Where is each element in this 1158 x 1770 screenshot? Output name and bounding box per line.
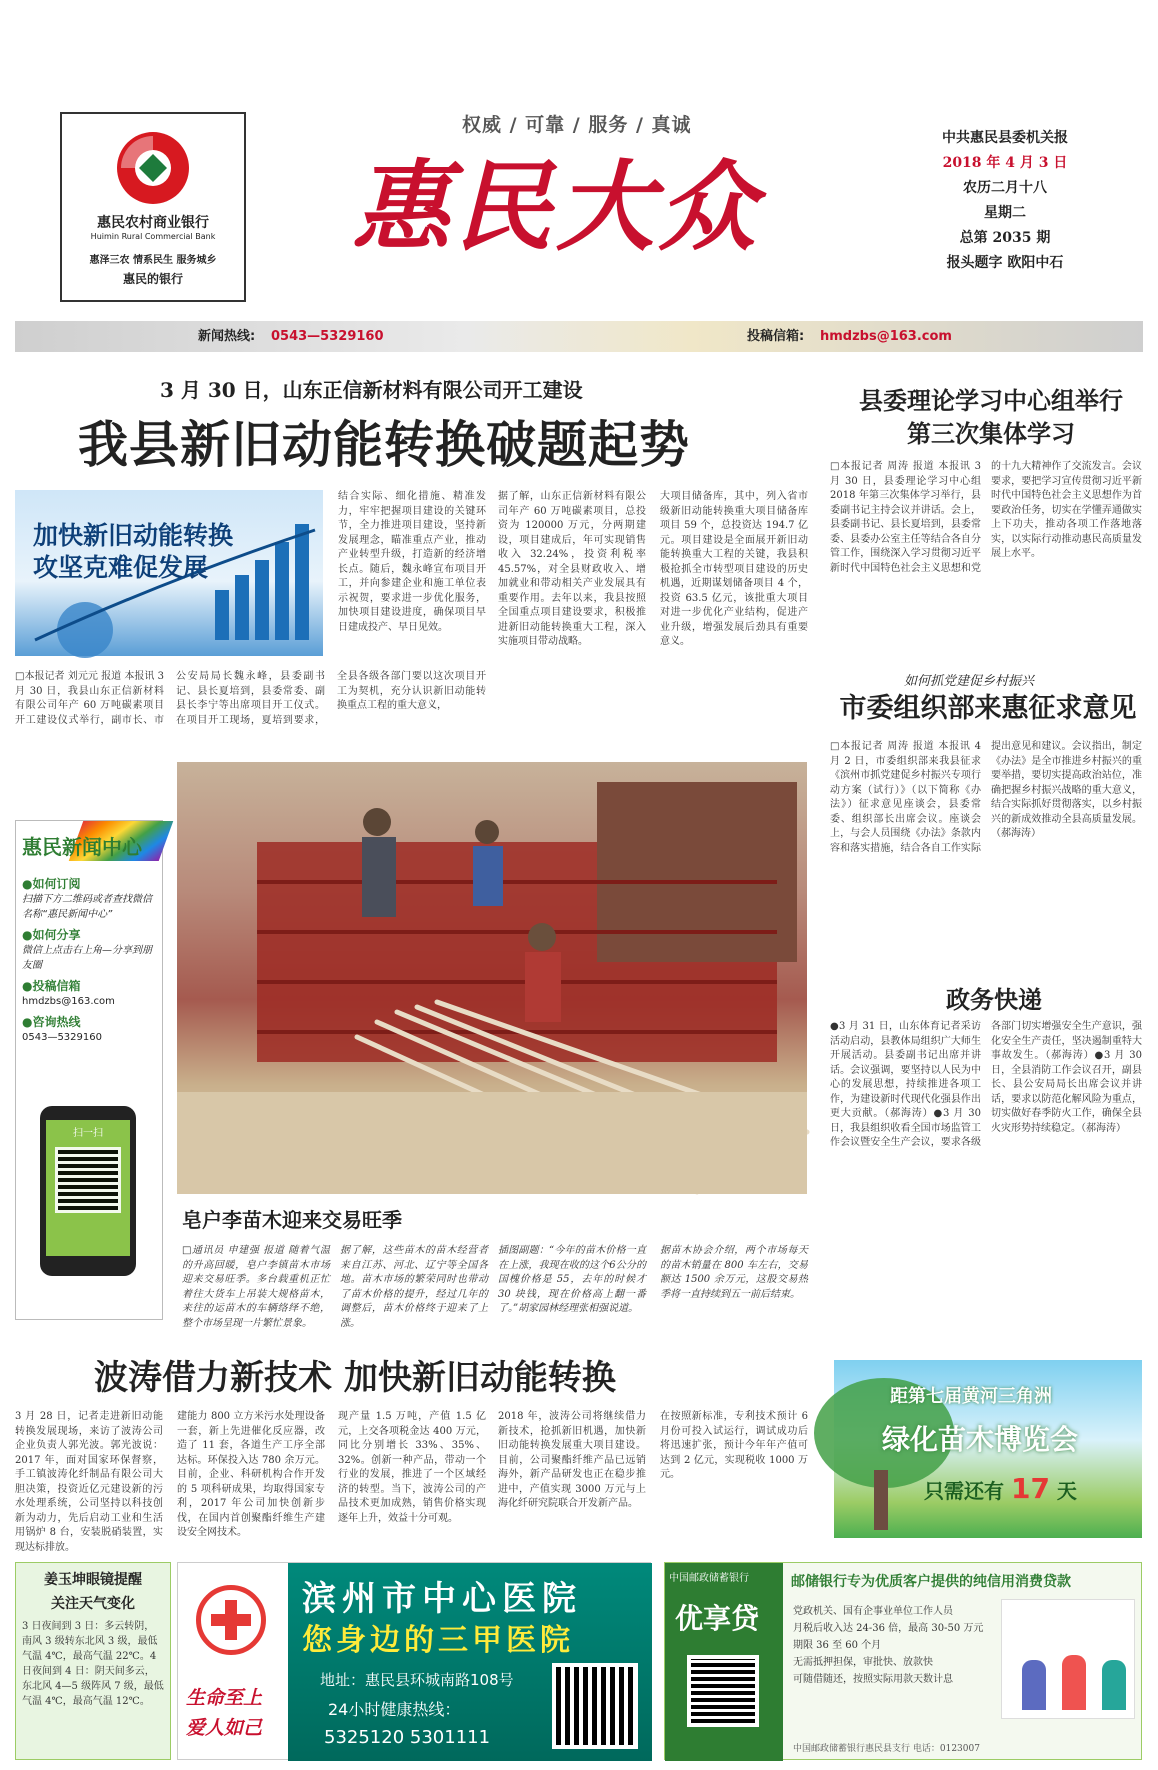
issue-info bbox=[920, 126, 1090, 276]
submit-label: ●投稿信箱 bbox=[22, 979, 81, 993]
postal-ad bbox=[664, 1562, 1142, 1760]
issue-number: 总第 2035 期 bbox=[959, 230, 1051, 246]
consult-hotline: 0543—5329160 bbox=[22, 1032, 102, 1043]
phone-graphic bbox=[40, 1106, 136, 1276]
paper-title: 惠民大众 bbox=[352, 150, 761, 265]
share-label: ●如何分享 bbox=[22, 928, 81, 942]
consult-label: ●咨询热线 bbox=[22, 1015, 81, 1029]
hospital-hotline-label: 24小时健康热线： bbox=[328, 1700, 461, 1719]
second-body-col1: 3 月 28 日，记者走进新旧动能转换发展现场，来访了波涛公司企业负责人郭光波。郭光波说：2017 年，面对国家环保督察，手工镇波涛化纤制品有限公司大胆决策，投资近亿元建设新的污水处理系统，公司坚持以科技创新为动力，先后启动工业和生活用锅炉 8 台，安装脱硝装置，实现达标排放。 bbox=[15, 1411, 163, 1553]
postal-bank-name: 中国邮政储蓄银行 bbox=[669, 1573, 749, 1584]
hotline-number: 0543—5329160 bbox=[271, 329, 384, 344]
truck-scene bbox=[177, 762, 807, 1194]
org-body: □本报记者 周涛 报道 本报讯 4 月 2 日，市委组织部来我县征求《滨州市抓党建促乡村振兴专项行动方案（试行）》（以下简称《办法》）征求意见座谈会，县委常委、组织部长出席会议。座谈会上，与会人员围绕《办法》条款内容和落实措施，结合各自工作实际提出意见和建议。会议指出，制定《办法》是全市推进乡村振兴的重要举措，要切实提高政治站位，准确把握乡村振兴战略的重大意义，结合实际抓好贯彻落实，以乡村振兴的新成效推动全县高质量发展。（郝海涛） bbox=[830, 741, 1142, 854]
lead-body-col4: 大项目储备库，其中，列入省市级新旧动能转换重大项目储备库项目 59 个，总投资达 194.7 亿元。项目建设是全面展开新旧动能转换重大工程的关键，我县积极抢抓全市转型项目建设的历史机遇，近期谋划储备项目 4 个，投资 63.5 亿元，该批重大项目对进一步优化产业结构，促进产业升级，增强发展后劲具有重要意义。 bbox=[660, 491, 808, 647]
follow-text: 扫描下方二维码或者查找微信名称“惠民新闻中心” bbox=[22, 894, 152, 920]
lead-banner-graphic bbox=[15, 490, 323, 656]
bank-ad-box bbox=[60, 112, 246, 302]
lunar-date: 农历二月十八 bbox=[963, 180, 1047, 196]
eyeglass-title2: 关注天气变化 bbox=[51, 1596, 135, 1612]
second-body-col5: 在按照新标准，专利技术预计 6 月份可投入试运行，调试成功后将迅速扩张，预计今年年产值可达到 2 亿元，实现税收 1000 万元。 bbox=[660, 1411, 808, 1480]
photo-body-col2: 据了解，这些苗木的苗木经营者来自江苏、河北、辽宁等全国各地。苗木市场的繁荣同时也带动了苗木价格的提升，经过几年的调整后，苗木价格终于迎来了上涨。 bbox=[340, 1245, 488, 1329]
expo-line2: 绿化苗木博览会 bbox=[882, 1423, 1079, 1456]
lead-body-col3: 据了解，山东正信新材料有限公司年产 60 万吨碳素项目，总投资为 120000 万元，分两期建设，项目建成后，年可实现销售收入 32.24%，投资利税率 45.57%，对全县财政收入、增加就业和带动相关产业发展具有重要作用。去年以来，我县按照全国重点项目建设要求，积极推进新旧动能转换重大工程，深入实施项目带动战略。 bbox=[498, 491, 646, 647]
theory-headline: 县委理论学习中心组举行第三次集体学习 bbox=[859, 386, 1123, 448]
expo-line1: 距第七届黄河三角洲 bbox=[890, 1386, 1052, 1407]
postal-item: 党政机关、国有企事业单位工作人员 bbox=[793, 1606, 953, 1617]
postal-item: 无需抵押担保，审批快、放款快 bbox=[793, 1657, 933, 1668]
brief-body: ●3 月 31 日，山东体育记者采访活动启动，县教体局组织广大师生开展活动。县委副书记出席并讲话。会议强调，要坚持以人民为中心的发展思想，持续推进各项工作，为建设新时代现代化强县作出更大贡献。（郝海涛）●3 月 30 日，我县组织收看全国市场监管工作会议暨安全生产会议，要求各级各部门切实增强安全生产意识，强化安全生产责任，坚决遏制重特大事故发生。（郝海涛）●3 月 30 日，全县消防工作会议召开，副县长、县公安局局长出席会议并讲话，要求以防范化解风险为重点，切实做好春季防火工作，确保全县火灾形势持续稳定。（郝海涛） bbox=[830, 1021, 1142, 1148]
organ: 中共惠民县委机关报 bbox=[942, 130, 1068, 146]
contact-bar bbox=[15, 321, 1143, 352]
photo-body-col1: □通讯员 申建强 报道 随着气温的升高回暖，皂户李镇苗木市场迎来交易旺季。多台载重机正忙着往大货车上吊装大规格苗木，来往的运苗木的车辆络绎不绝，整个市场呈现一片繁忙景象。 bbox=[182, 1245, 330, 1329]
lead-headline: 我县新旧动能转换破题起势 bbox=[78, 416, 690, 474]
second-body-col2: 建能力 800 立方米污水处理设备一套，新上先进催化反应器，改造了 11 套，各道生产工序全部达标。环保投入达 780 余万元。目前，企业、科研机构合作开发的 5 项科研成果，均取得国家专利，2017 年公司加快创新步伐，在国内首创聚酯纤维生产建设安全网技术。 bbox=[177, 1411, 325, 1538]
calligraphy-credit: 报头题字 欧阳中石 bbox=[946, 255, 1064, 271]
qr-code-icon bbox=[58, 1150, 118, 1210]
follow-label: ●如何订阅 bbox=[22, 877, 81, 891]
banner-line1: 加快新旧动能转换 bbox=[33, 521, 234, 550]
second-headline: 波涛借力新技术 加快新旧动能转换 bbox=[94, 1358, 616, 1398]
banner-line2: 攻坚克难促发展 bbox=[33, 553, 209, 582]
brief-headline: 政务快递 bbox=[946, 985, 1042, 1014]
news-center-ad bbox=[15, 820, 163, 1320]
submit-email: hmdzbs@163.com bbox=[22, 996, 115, 1007]
bank-slogan: 惠泽三农 情系民生 服务城乡 bbox=[89, 255, 217, 266]
lead-body-col2: 结合实际、细化措施、精准发力，牢牢把握项目建设的关键环节，全力推进项目建设，坚持新发展理念，瞄准重点产业，推动产业转型升级，打造新的经济增长点。随后，魏永峰宣布项目开工，并向参建企业和施工单位表示祝贺，要求进一步优化服务，加快项目建设进度，确保项目早日建成投产、早日见效。 bbox=[338, 491, 486, 633]
nursery-photo bbox=[177, 762, 807, 1194]
postal-product: 优享贷 bbox=[675, 1602, 760, 1635]
eyeglass-body: 3 日夜间到 3 日：多云转阴，南风 3 级转东北风 3 级，最低气温 4℃，最高气温 22℃。4 日夜间到 4 日：阴天间多云，东北风 4—5 级阵风 7 级，最低气温 4℃，最高气温 12℃。 bbox=[22, 1621, 164, 1707]
hospital-slogan: 您身边的三甲医院 bbox=[302, 1623, 574, 1658]
photo-caption: 皂户李苗木迎来交易旺季 bbox=[182, 1208, 402, 1232]
hospital-address: 地址：惠民县环城南路108号 bbox=[320, 1671, 514, 1689]
org-kicker: 如何抓党建促乡村振兴 bbox=[904, 674, 1035, 689]
paper-motto: 权威 / 可靠 / 服务 / 真诚 bbox=[462, 114, 692, 136]
second-body-col3: 现产量 1.5 万吨，产值 1.5 亿元，上交各项税金达 400 万元，同比分别增长 33%、35%、32%。创新一种产品，带动一个行业的发展，推进了一个区域经济的转型。当下，波涛公司的产品技术更加成熟，销售价格实现逐年上升，效益十分可观。 bbox=[338, 1411, 486, 1524]
photo-body-col3: 插图副题：“今年的苗木价格一直在上涨，我现在收的这个6公分的国槐价格是 55，去年的时候才 30 块钱，现在价格高上翻一番了。”胡家园林经理张相强说道。 bbox=[498, 1245, 646, 1314]
postal-item: 可随借随还，按照实际用款天数计息 bbox=[793, 1674, 953, 1685]
email-address: hmdzbs@163.com bbox=[820, 329, 952, 344]
eyeglass-ad bbox=[15, 1562, 171, 1760]
postal-item: 月税后收入达 24-36 倍，最高 30-50 万元 bbox=[793, 1623, 984, 1634]
email-label: 投稿信箱: bbox=[747, 329, 805, 344]
org-headline: 市委组织部来惠征求意见 bbox=[839, 693, 1137, 724]
postal-item: 期限 36 至 60 个月 bbox=[793, 1640, 882, 1651]
hotline-label: 新闻热线: bbox=[198, 329, 256, 344]
postal-qr-icon bbox=[687, 1655, 759, 1727]
share-text: 微信上点击右上角—分享到朋友圈 bbox=[22, 945, 152, 971]
issue-date: 2018 年 4 月 3 日 bbox=[942, 155, 1068, 171]
bank-name: 惠民农村商业银行 bbox=[97, 215, 209, 231]
hospital-ad bbox=[177, 1562, 651, 1760]
bank-name-en: Huimin Rural Commercial Bank bbox=[90, 232, 216, 241]
countdown-prefix: 只需还有 bbox=[924, 1479, 1004, 1503]
hospital-side-text1: 生命至上 bbox=[186, 1687, 263, 1709]
hospital-logo-icon bbox=[196, 1585, 266, 1655]
postal-headline: 邮储银行专为优质客户提供的纯信用消费贷款 bbox=[791, 1574, 1071, 1590]
bank-logo-icon bbox=[113, 128, 193, 208]
postal-illustration bbox=[1001, 1599, 1135, 1719]
eyeglass-title1: 姜玉坤眼镜提醒 bbox=[44, 1572, 142, 1588]
expo-ad bbox=[834, 1360, 1142, 1538]
photo-body-col4: 据苗木协会介绍，两个市场每天的苗木销量在 800 车左右，交易额达 1500 余万元，这股交易热季将一直持续到五一前后结束。 bbox=[660, 1245, 808, 1300]
postal-footer: 中国邮政储蓄银行惠民县支行 电话：0123007 bbox=[793, 1744, 980, 1754]
hospital-side-text2: 爱人如己 bbox=[186, 1717, 263, 1739]
bank-tagline: 惠民的银行 bbox=[122, 272, 183, 286]
hospital-name: 滨州市中心医院 bbox=[302, 1579, 582, 1619]
theory-body: □本报记者 周涛 报道 本报讯 3 月 30 日，县委理论学习中心组 2018 年第三次集体学习举行，县委副书记主持会议并讲话。会上，县委副书记、县长夏培到，县委常委、县委办公室主任等结合各自分管工作，围绕深入学习贯彻习近平新时代中国特色社会主义思想和党的十九大精神作了交流发言。会议要求，要把学习宣传贯彻习近平新时代中国特色社会主义思想作为首要政治任务，切实在学懂弄通做实上下功夫，推动各项工作落地落实，以实际行动推动惠民高质量发展上水平。 bbox=[830, 461, 1142, 574]
second-body-col4: 2018 年，波涛公司将继续借力新技术，抢抓新旧机遇，加快新旧动能转换发展重大项目建设。目前，公司聚酯纤维产品已远销海外，新产品研发也正在稳步推进中，产值实现 3000 万元与上海化纤研究院联合开发新产品。 bbox=[498, 1411, 646, 1509]
news-center-title: 惠民新闻中心 bbox=[22, 835, 142, 859]
countdown-suffix: 天 bbox=[1056, 1479, 1077, 1503]
scan-label: 扫一扫 bbox=[73, 1128, 103, 1139]
hospital-qr-icon bbox=[552, 1663, 638, 1749]
weekday: 星期二 bbox=[984, 205, 1026, 221]
lead-kicker: 3 月 30 日，山东正信新材料有限公司开工建设 bbox=[160, 378, 583, 402]
countdown-days: 17 bbox=[1010, 1472, 1050, 1505]
hospital-phones: 5325120 5301111 bbox=[324, 1727, 491, 1748]
lead-body-col1: □本报记者 刘元元 报道 本报讯 3 月 30 日，我县山东正信新材料有限公司年产 60 万吨碳素项目开工建设仪式举行，副市长、市公安局局长魏永峰，县委副书记、县长夏培到，县委常委、副县长李宁等出席项目开工仪式。在项目开工现场，夏培到要求，全县各级各部门要以这次项目开工为契机，充分认识新旧动能转换重点工程的重大意义， bbox=[15, 671, 486, 726]
